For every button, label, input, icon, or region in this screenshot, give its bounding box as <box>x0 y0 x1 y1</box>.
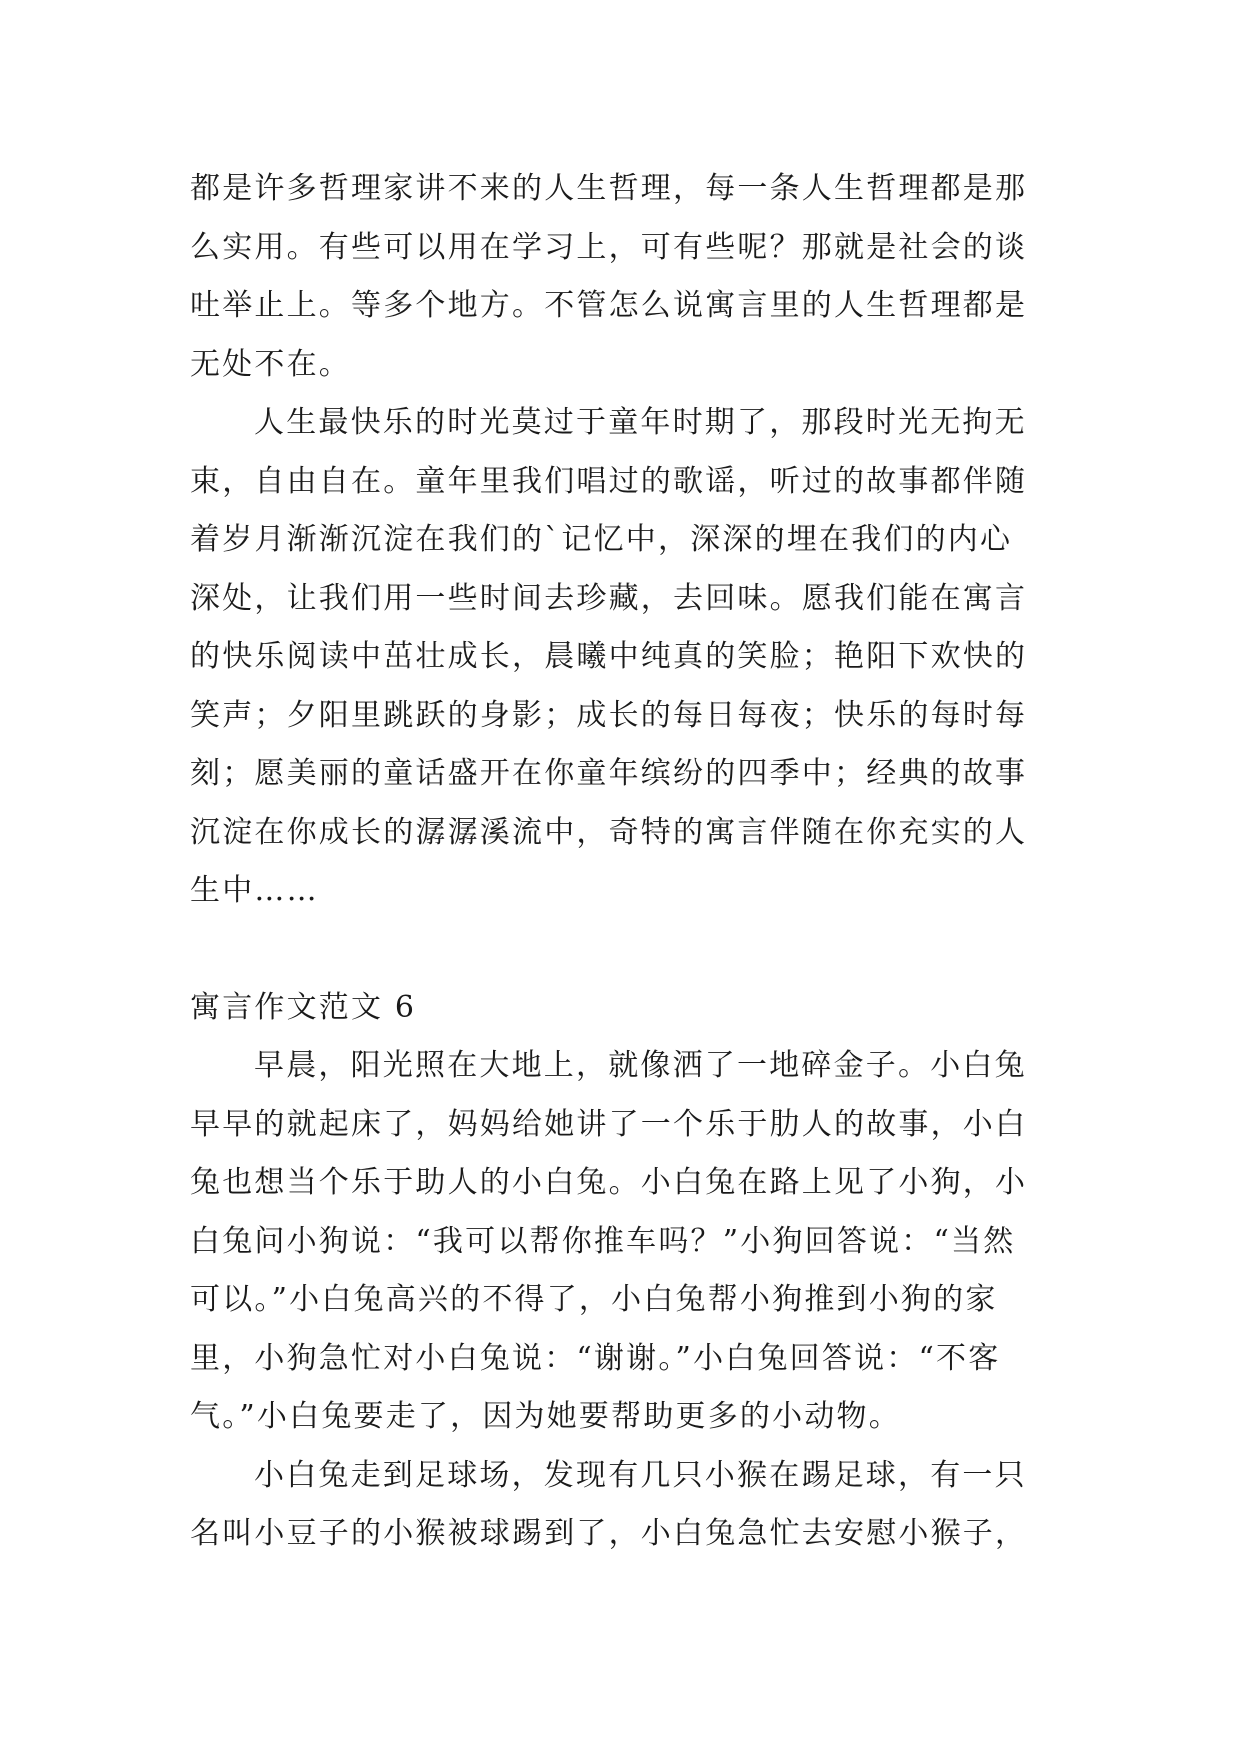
text-line: 着岁月渐渐沉淀在我们的`记忆中，深深的埋在我们的内心 <box>190 522 1013 557</box>
text-line: 兔也想当个乐于助人的小白兔。小白兔在路上见了小狗，小 <box>190 1165 1028 1200</box>
text-line: 么实用。有些可以用在学习上，可有些呢？那就是社会的谈 <box>190 229 1028 265</box>
paragraph-rabbit-morning <box>190 1037 1060 1447</box>
text-line: 都是许多哲理家讲不来的人生哲理，每一条人生哲理都是那 <box>190 171 1028 206</box>
text-line: 里，小狗急忙对小白兔说：“谢谢。”小白兔回答说：“不客 <box>190 1340 1001 1376</box>
document-page <box>190 160 1060 1564</box>
text-line: 可以。”小白兔高兴的不得了，小白兔帮小狗推到小狗的家 <box>190 1282 998 1317</box>
text-line: 气。”小白兔要走了，因为她要帮助更多的小动物。 <box>190 1399 901 1434</box>
text-line: 早晨，阳光照在大地上，就像洒了一地碎金子。小白兔 <box>254 1048 1027 1083</box>
text-line: 小白兔走到足球场，发现有几只小猴在踢足球，有一只 <box>254 1457 1027 1493</box>
text-line: 的快乐阅读中茁壮成长，晨曦中纯真的笑脸；艳阳下欢快的 <box>190 639 1028 674</box>
text-line: 白兔问小狗说：“我可以帮你推车吗？”小狗回答说：“当然 <box>190 1223 1016 1259</box>
section-spacer <box>190 921 1060 979</box>
paragraph-childhood <box>190 394 1060 921</box>
paragraph-continuation <box>190 160 1060 394</box>
text-line: 沉淀在你成长的潺潺溪流中，奇特的寓言伴随在你充实的人 <box>190 814 1028 850</box>
text-line: 名叫小豆子的小猴被球踢到了，小白兔急忙去安慰小猴子， <box>190 1516 1028 1551</box>
text-line: 生中…… <box>190 873 319 908</box>
text-line: 吐举止上。等多个地方。不管怎么说寓言里的人生哲理都是 <box>190 288 1028 323</box>
text-line: 无处不在。 <box>190 346 351 382</box>
text-line: 束，自由自在。童年里我们唱过的歌谣，听过的故事都伴随 <box>190 463 1028 499</box>
section-heading: 寓言作文范文 6 <box>190 989 417 1025</box>
text-line: 早早的就起床了，妈妈给她讲了一个乐于肋人的故事，小白 <box>190 1106 1028 1142</box>
text-line: 深处，让我们用一些时间去珍藏，去回味。愿我们能在寓言 <box>190 580 1028 616</box>
text-line: 人生最快乐的时光莫过于童年时期了，那段时光无拘无 <box>254 405 1027 440</box>
text-line: 笑声；夕阳里跳跃的身影；成长的每日每夜；快乐的每时每 <box>190 697 1028 733</box>
text-line: 刻；愿美丽的童话盛开在你童年缤纷的四季中；经典的故事 <box>190 756 1028 791</box>
paragraph-rabbit-football <box>190 1447 1060 1564</box>
